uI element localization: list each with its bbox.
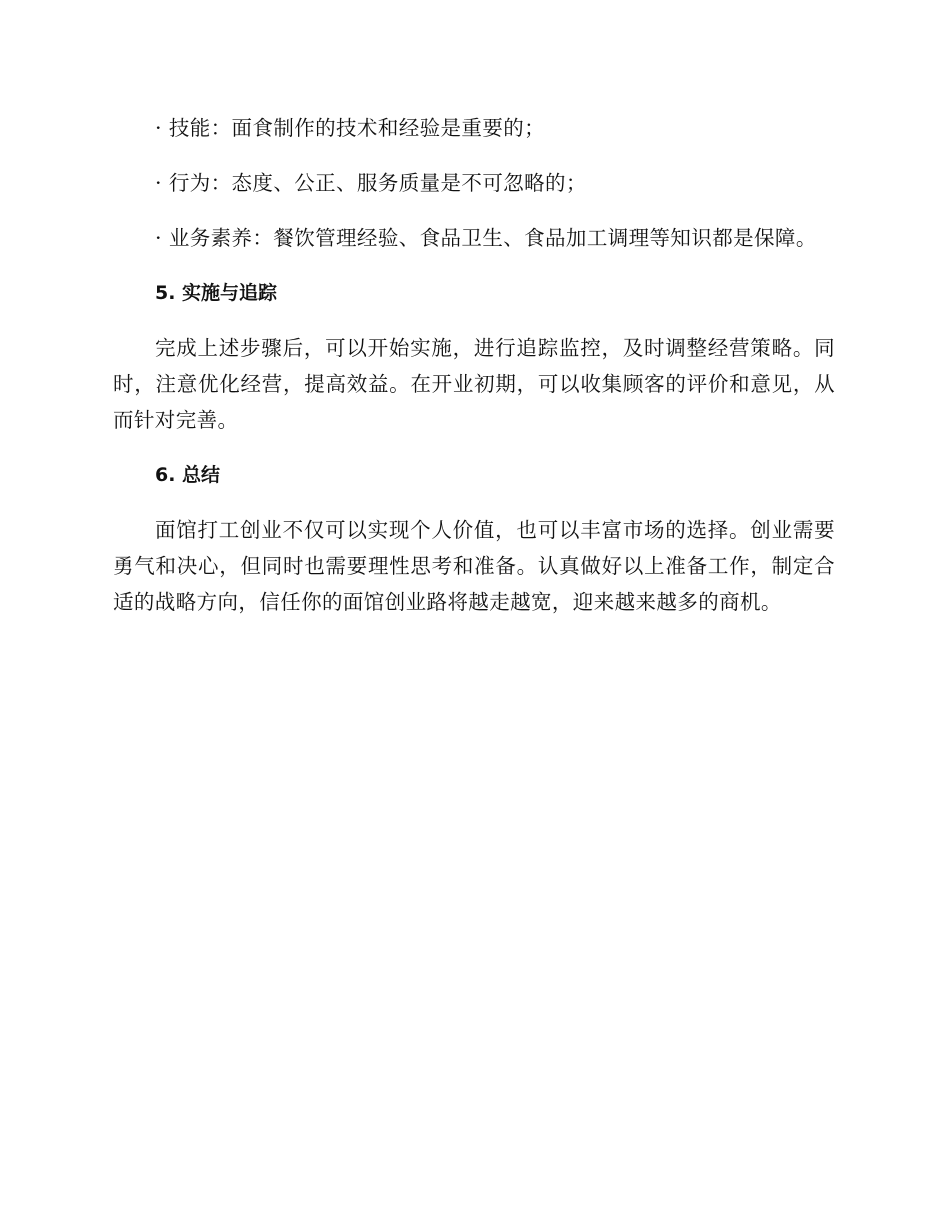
section-body-implementation: 完成上述步骤后，可以开始实施，进行追踪监控，及时调整经营策略。同时，注意优化经营，提高效益。在开业初期，可以收集顾客的评价和意见，从而针对完善。 xyxy=(113,336,835,432)
bullet-skills: · 技能：面食制作的技术和经验是重要的； xyxy=(155,116,546,140)
section-body-summary: 面馆打工创业不仅可以实现个人价值，也可以丰富市场的选择。创业需要勇气和决心，但同时也需要理性思考和准备。认真做好以上准备工作，制定合适的战略方向，信任你的面馆创业路将越走越宽，迎来越来越多的商机。 xyxy=(113,518,835,614)
section-heading-summary: 6. 总结 xyxy=(155,464,221,486)
bullet-business-literacy: · 业务素养：餐饮管理经验、食品卫生、食品加工调理等知识都是保障。 xyxy=(155,226,817,250)
bullet-behavior: · 行为：态度、公正、服务质量是不可忽略的； xyxy=(155,171,587,195)
document-content xyxy=(113,110,835,639)
section-heading-implementation: 5. 实施与追踪 xyxy=(155,282,278,304)
